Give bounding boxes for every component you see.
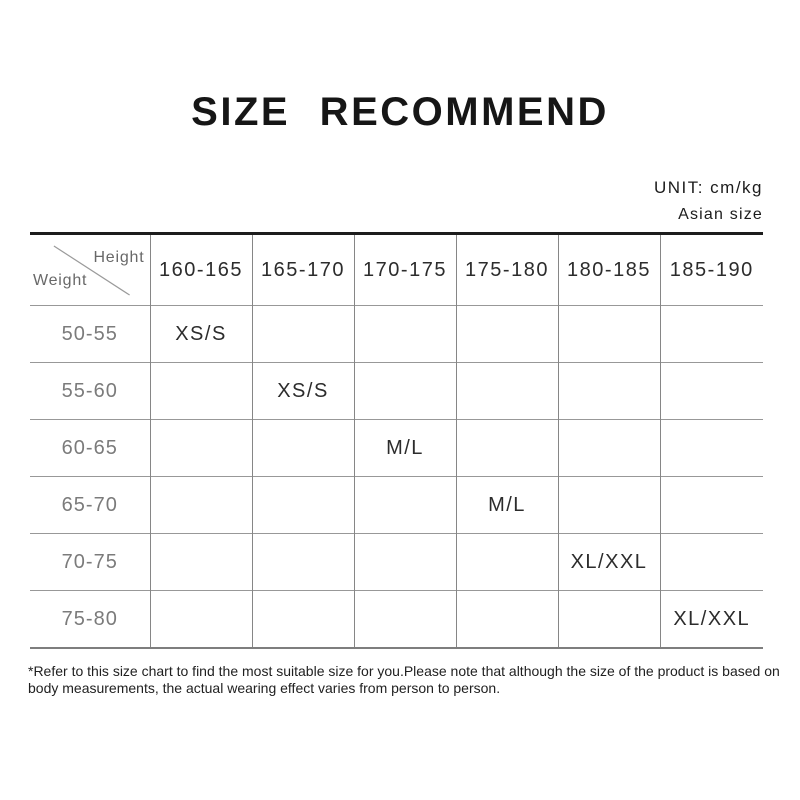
table-row bbox=[30, 420, 763, 477]
size-cell bbox=[660, 534, 763, 591]
size-cell bbox=[354, 591, 456, 649]
size-cell bbox=[252, 591, 354, 649]
size-cell bbox=[558, 363, 660, 420]
size-cell bbox=[150, 591, 252, 649]
size-table bbox=[30, 232, 763, 649]
size-cell bbox=[558, 591, 660, 649]
size-cell bbox=[558, 420, 660, 477]
unit-note-block bbox=[654, 177, 763, 225]
size-cell bbox=[252, 420, 354, 477]
weight-row-label: 65-70 bbox=[30, 477, 150, 534]
size-cell bbox=[660, 363, 763, 420]
size-cell: XL/XXL bbox=[660, 591, 763, 649]
corner-cell bbox=[30, 234, 150, 306]
table-row bbox=[30, 306, 763, 363]
weight-row-label: 75-80 bbox=[30, 591, 150, 649]
table-row bbox=[30, 363, 763, 420]
size-cell bbox=[150, 477, 252, 534]
weight-row-label: 60-65 bbox=[30, 420, 150, 477]
height-column-header: 160-165 bbox=[150, 234, 252, 306]
size-cell bbox=[354, 534, 456, 591]
size-cell bbox=[150, 420, 252, 477]
size-cell bbox=[456, 591, 558, 649]
size-cell: XS/S bbox=[150, 306, 252, 363]
size-cell bbox=[456, 420, 558, 477]
size-cell bbox=[354, 306, 456, 363]
size-cell: M/L bbox=[354, 420, 456, 477]
size-cell: XS/S bbox=[252, 363, 354, 420]
height-column-header: 165-170 bbox=[252, 234, 354, 306]
height-column-header: 170-175 bbox=[354, 234, 456, 306]
size-cell bbox=[456, 534, 558, 591]
table-header-row bbox=[30, 234, 763, 306]
unit-note: UNIT: cm/kg bbox=[653, 178, 763, 197]
size-cell bbox=[558, 306, 660, 363]
page-title: SIZE RECOMMEND bbox=[191, 90, 609, 134]
size-cell bbox=[354, 363, 456, 420]
size-cell: M/L bbox=[456, 477, 558, 534]
size-cell bbox=[558, 477, 660, 534]
corner-label-weight: Weight bbox=[33, 272, 88, 289]
weight-row-label: 70-75 bbox=[30, 534, 150, 591]
size-cell bbox=[150, 534, 252, 591]
weight-row-label: 50-55 bbox=[30, 306, 150, 363]
size-cell bbox=[660, 477, 763, 534]
size-cell: XL/XXL bbox=[558, 534, 660, 591]
size-cell bbox=[150, 363, 252, 420]
table-row bbox=[30, 534, 763, 591]
size-cell bbox=[252, 534, 354, 591]
diagonal-divider bbox=[30, 235, 150, 305]
table-row bbox=[30, 477, 763, 534]
weight-row-label: 55-60 bbox=[30, 363, 150, 420]
size-cell bbox=[660, 420, 763, 477]
footnote-text: *Refer to this size chart to find the most suitable size for you.Please note that although the size of the product is based on body measurements, the actual wearing effect varies from person to person. bbox=[28, 663, 780, 696]
height-column-header: 185-190 bbox=[660, 234, 763, 306]
size-cell bbox=[252, 477, 354, 534]
corner-label-height: Height bbox=[93, 249, 145, 266]
size-cell bbox=[456, 306, 558, 363]
size-cell bbox=[660, 306, 763, 363]
size-cell bbox=[252, 306, 354, 363]
size-cell bbox=[354, 477, 456, 534]
size-standard-note: Asian size bbox=[678, 206, 763, 223]
size-cell bbox=[456, 363, 558, 420]
table-row bbox=[30, 591, 763, 649]
height-column-header: 180-185 bbox=[558, 234, 660, 306]
height-column-header: 175-180 bbox=[456, 234, 558, 306]
